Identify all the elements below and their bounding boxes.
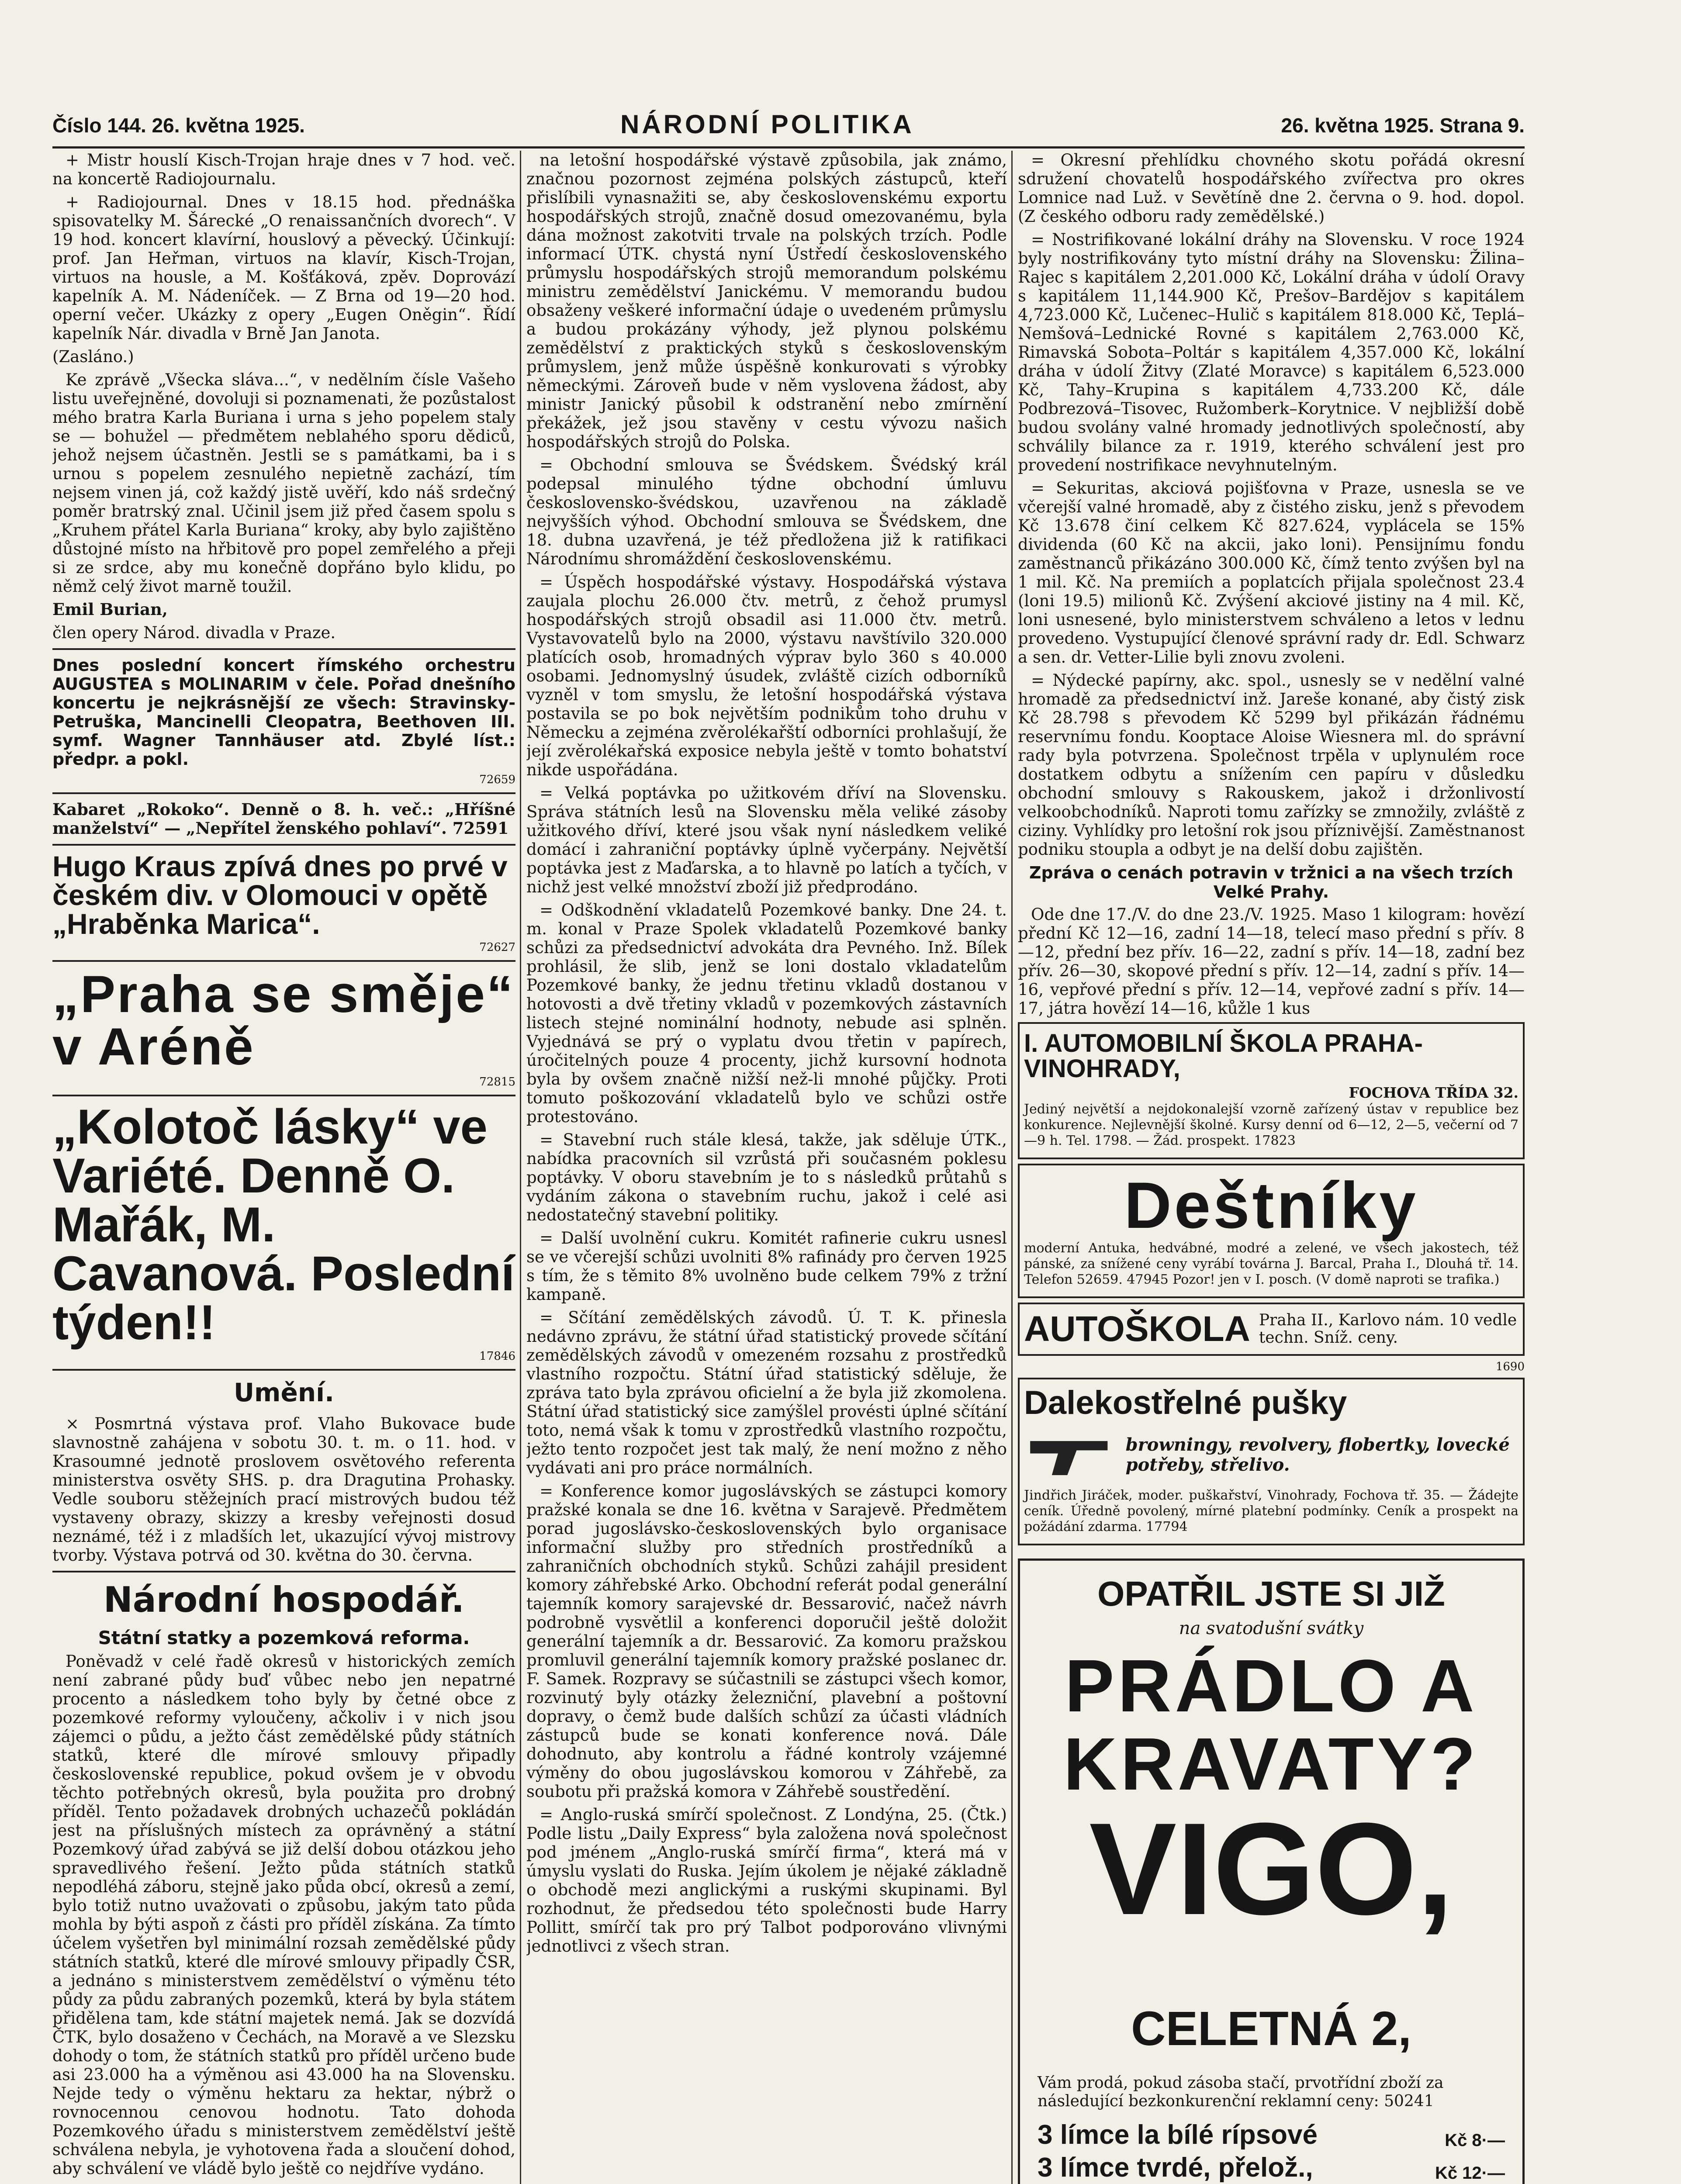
prices-text: Ode dne 17./V. do dne 23./V. 1925. Maso 1 kilogram: hovězí přední Kč 12—16, zadní 14—18, telecí maso přední s přív. 8—12, přední bez přív. 16—22, zadní s přív. 14—18, zadní bez přív. 26—30, skopové přední s přív. 12—14, zadní s přív. 14—16, vepřové přední s přív. 12—14, vepřové zadní s přív. 14—17, játra hovězí 14—16, kůžle 1 kus [1018, 905, 1525, 1018]
vigo-ad [1018, 1559, 1525, 2184]
vigo-item [1038, 2152, 1505, 2183]
section-heading-hospodar: Národní hospodář. [103, 1579, 465, 1620]
vigo-item-price: Kč 12·— [1435, 2163, 1505, 2183]
news-item: na letošní hospodářské výstavě způsobila, jak známo, značnou pozornost zejména polských zástupců, kteří přislíbili vynasnažiti se, aby československému exportu hospodářských strojů, značně dosud omezovanému, byla dána možnost zakotviti trvale na polských trzích. Podle informací ÚTK. chystá nyní Ústředí československého průmyslu hospodářských strojů memorandum polskému ministru zemědělství Janickému. V memorandu budou obsaženy veškeré informační údaje o uvedeném průmyslu a budou prokázány výhody, jež plynou polskému zemědělství z praktických styků s československým průmyslem, jenž může úspěšně konkurovati s výrobky německými. Zároveň bude v něm vyslovena žádost, aby ministr Janický působil k odstranění nebo zmírnění překážek, jež jsou stavěny v cestu vývozu našich hospodářských strojů do Polska. [526, 151, 1007, 451]
article-headline: Státní statky a pozemková reforma. [98, 1627, 470, 1648]
autoskola-address: FOCHOVA TŘÍDA 32. [1349, 1084, 1518, 1101]
autoskola2-title: AUTOŠKOLA [1024, 1309, 1250, 1349]
ad-number: 72659 [479, 773, 515, 786]
news-item: = Další uvolnění cukru. Komitét rafinerie cukru usnesl se ve včerejší schůzi uvolniti 8% rafinády pro červen 1925 s tím, že s těmito 8% uvolněno bude celkem 79% z tržní kampaně. [526, 1229, 1007, 1304]
vigo-item [1038, 2119, 1505, 2150]
news-item: = Obchodní smlouva se Švédskem. Švédský král podepsal minulého týdne obchodní úmluvu československo-švédskou, uzavřenou na základě nejvyšších výhod. Obchodní smlouva se Švédskem, dne 18. dubna uzavřená, je též předložena již k ratifikaci Národnímu shromáždění československému. [526, 456, 1007, 568]
destniky-text: moderní Antuka, hedvábné, modré a zelené, ve všech jakostech, též pánské, za snížené ceny vyrábí továrna J. Barcal, Praha I., Dlouhá tř. 14. Telefon 52659. 47945 Pozor! jen v I. posch. (V domě naproti se trafika.) [1024, 1241, 1518, 1287]
destniky-title: Deštníky [1124, 1168, 1418, 1242]
pusky-list: browningy, revolvery, flobertky, lovecké potřeby, střelivo. [1125, 1434, 1510, 1475]
divider [52, 844, 515, 846]
column-divider [1011, 151, 1013, 2184]
praha-se-smeje-ad: „Praha se směje“ v Aréně [52, 965, 515, 1076]
news-item: + Mistr houslí Kisch-Trojan hraje dnes v 7 hod. več. na koncertě Radiojournalu. [52, 151, 515, 188]
news-item: = Okresní přehlídku chovného skotu pořádá okresní sdružení chovatelů hospodářského zvířectva pro okres Lomnice nad Luž. v Sevětíně dne 2. června o 9. hod. dopol. (Z českého odboru rady zemědělské.) [1018, 151, 1525, 226]
news-item: Poněvadž v celé řadě okresů v historických zemích není zabrané půdy buď vůbec nebo jen nepatrné procento a následkem toho byly by četné obce z pozemkové reformy vyloučeny, ačkoliv i v nich jsou zájemci o půdu, a ježto část zemědělské půdy státních statků, které dle mírové smlouvy připadly československé republice, pokud ovšem je v obvodu těchto potřebných okresů, byla použita pro drobný příděl. Tento požadavek drobných uchazečů pokládán jest na příslušných místech za oprávněný a státní Pozemkový úřad zabývá se již delší dobou otázkou jeho spravedlivého řešení. Ježto půda státních statků nepodléhá záboru, stejně jako půda obcí, okresů a zemí, bylo totiž nutno uvažovati o způsobu, jakým tato půda mohla by býti aspoň z části pro příděl získána. Za tímto účelem vyšetřen byl minimální rozsah zemědělské půdy státních statků, které dle mírové smlouvy připadly ČSR, a jednáno s ministerstvem zemědělství o výměnu této půdy za půdu zabraných pozemků, která by byla státem přidělena tam, kde státní majetek nemá. Jak se dozvídá ČTK, bylo dosaženo v Čechách, na Moravě a ve Slezsku dohody o tom, že státních statků pro příděl určeno bude asi 23.000 ha a výměnou asi 43.000 ha na Slovensku. Nejde tedy o výměnu hektaru za hektar, nýbrž o rovnocennou cenovou hodnotu. Tato dohoda Pozemkového úřadu s ministerstvem zemědělství ještě schválena nebyla, je vyhotovena řada a sloučení dohod, aby schválení ve vládě bylo ještě co nejdříve vydáno. [52, 1652, 515, 2178]
news-item: = Stavební ruch stále klesá, takže, jak sděluje ÚTK., nabídka pracovních sil vzrůstá při současném poklesu poptávky. V oboru stavebním je to s následků průtahů s vydáním zákona o stavebním ruchu, jakož i celé asi nedostatečný stavební politiky. [526, 1130, 1007, 1224]
vigo-items [1038, 2119, 1505, 2184]
vigo-item-price: Kč 8·— [1445, 2131, 1505, 2150]
divider [52, 1095, 515, 1096]
destniky-ad [1018, 1164, 1525, 1298]
vigo-intro: Vám prodá, pokud zásoba stačí, prvotřídní zboží za následující bezkonkurenční reklamní ceny: 50241 [1038, 2074, 1444, 2110]
autoskola-title: I. AUTOMOBILNÍ ŠKOLA PRAHA-VINOHRADY, [1024, 1029, 1423, 1083]
cabaret-ad: Kabaret „Rokoko“. Denně o 8. h. več.: „Hříšné manželství“ — „Nepřítel ženského pohlaví“. 72591 [52, 800, 515, 838]
ad-number: 17846 [479, 1350, 515, 1363]
vigo-kravaty: KRAVATY? [1063, 1722, 1479, 1806]
column-2 [526, 151, 1007, 2184]
autoskola-ad-2 [1018, 1303, 1525, 1356]
news-item: = Sekuritas, akciová pojišťovna v Praze, usnesla se ve včerejší valné hromadě, aby z čistého zisku, jenž s převodem Kč 13.678 činí celkem Kč 827.624, vyplácela se 15% dividenda (60 Kč na akcii, jako loni). Pensijnímu fondu zaměstnanců přikázáno 300.000 Kč, čímž tento zvýšen byl na 1 mil. Kč. Na premiích a poplatcích přijala společnost 23.4 (loni 19.5) milionů Kč. Zvýšení akciové jistiny na 4 mil. Kč, loni usnesené, bylo ministerstvem schváleno a letos v lednu provedeno. Vystupující členové správní rady dr. Edl. Schwarz a sen. dr. Vetter-Lilie byli znovu zvoleni. [1018, 479, 1525, 667]
signature-role: člen opery Národ. divadla v Praze. [52, 623, 336, 642]
page-header [52, 109, 1525, 144]
autoskola-text: Jediný největší a nejdokonalejší vzorně zařízený ústav v republice bez konkurence. Nejlevnější školné. Kursy denní od 6—12, 2—5, večerní od 7—9 h. Tel. 1798. — Žád. prospekt. 17823 [1024, 1102, 1518, 1148]
ad-number: 72815 [479, 1075, 515, 1089]
news-item: = Nostrifikované lokální dráhy na Slovensku. V roce 1924 byly nostrifikovány tyto místní dráhy na Slovensku: Žilina–Rajec s kapitálem 2,201.000 Kč, Lokální dráha v údolí Oravy s kapitálem 11,144.900 Kč, Prešov–Bardějov s kapitálem 4,723.000 Kč, Lučenec–Hulič s kapitálem 818.000 Kč, Teplá–Nemšová–Lednické Rovné s kapitálem 2,763.000 Kč, Rimavská Sobota–Poltár s kapitálem 4,357.000 Kč, lokální dráha v údolí Žitvy (Zlaté Moravce) s kapitálem 6,523.000 Kč, Tahy–Krupina s kapitálem 4,733.200 Kč, dále Podbrezová–Tisovec, Ružomberk–Korytnice. V nejbližší době budou svolány valné hromady jednotlivých společností, aby schválily bilance za r. 1919, kterého schválení jest pro provedení nostrifikace nevyhnutelným. [1018, 230, 1525, 474]
ad-number: 72627 [479, 941, 515, 954]
news-item: × Posmrtná výstava prof. Vlaho Bukovace bude slavnostně zahájena v sobotu 30. t. m. o 11. hod. v Krasoumné jednotě proslovem osvětového referenta ministerstva osvěty SHS. p. dra Dragutina Prohasky. Vedle souboru stěžejních prací mistrových budou též vystaveny obrazy, skizzy a kresby veřejnosti dosud neznámé, též i z mladších let, ukazující vývoj mistrovy tvorby. Výstava potrvá od 30. května do 30. června. [52, 1414, 515, 1565]
column-divider [520, 151, 521, 2184]
kraus-ad: Hugo Kraus zpívá dnes po prvé v českém div. v Olomouci v opětě „Hraběnka Marica“. [52, 850, 508, 940]
news-item: = Nýdecké papírny, akc. spol., usnesly se v nedělní valné hromadě za předsednictví inž. Jareše konané, aby čistý zisk Kč 28.798 s převodem Kč 5299 byl přikázán řádnému reservnímu fondu. Kooptace Aloise Wiesnera ml. do správní rady byla potvrzena. Společnost trpěla v uplynulém roce dostatkem odbytu a snížením cen papíru v důsledku obchodní smlouvy s Rakouskem, jakož i držonlivostí velkoobchodníků. Naproti tomu zařízky se zmnožily, zvláště z ciziny. Vyhlídky pro letošní rok jsou příznivější. Zaměstnanost podniku stoupla a odbyt je na delší dobu zajištěn. [1018, 671, 1525, 859]
divider [52, 1571, 515, 1572]
divider [52, 1369, 515, 1371]
signature-name: Emil Burian, [52, 600, 168, 619]
column-3 [1018, 151, 1525, 2184]
header-rule [52, 146, 1525, 149]
pusky-ad [1018, 1378, 1525, 1545]
prices-headline: Zpráva o cenách potravin v tržnici a na všech trzích Velké Prahy. [1029, 863, 1514, 902]
issue-number: Číslo 144. 26. května 1925. [52, 114, 305, 137]
vigo-headline: OPATŘIL JSTE SI JIŽ [1097, 1574, 1445, 1613]
news-item: = Velká poptávka po užitkovém dříví na Slovensku. Správa státních lesů na Slovensku měla veliké zásoby užitkového dříví, které jsou však nyní následkem veliké domácí i zahraniční poptávky úplně vyčerpány. Největší poptávka jest z Maďarska, a to hlavně po latích a tyčích, v nichž jest velké množství zboží již předprodáno. [526, 784, 1007, 896]
pusky-text: Jindřich Jiráček, moder. puškařství, Vinohrady, Fochova tř. 35. — Žádejte ceník. Úředně povolený, mírné platební podmínky. Ceník a prospekt na požádání zdarma. 17794 [1024, 1488, 1518, 1534]
newspaper-title: NÁRODNÍ POLITIKA [620, 110, 914, 139]
autoskola2-address: Praha II., Karlovo nám. 10 vedle techn. Sníž. ceny. [1259, 1311, 1517, 1347]
divider [52, 648, 515, 650]
section-label: (Zasláno.) [52, 347, 134, 366]
ad-number: 1690 [1495, 1360, 1525, 1373]
divider [52, 960, 515, 962]
autoskola-ad-1 [1018, 1022, 1525, 1159]
vigo-address: CELETNÁ 2, [1131, 2002, 1411, 2056]
vigo-item-name: 3 límce tvrdé, přelož., [1038, 2153, 1313, 2183]
divider [52, 792, 515, 794]
news-item: = Úspěch hospodářské výstavy. Hospodářská výstava zaujala plochu 26.000 čtv. metrů, z čehož prumysl hospodářských strojů obsadil asi 11.000 čtv. metrů. Vystavovatelů bylo na 2000, výstavu navštívilo 320.000 platících osob, hromadných výprav bylo 360 s 40.000 osobami. Jednomyslný úsudek, zvláště cizích odborníků vyzněl v tom smyslu, že letošní hospodářská výstava postavila se po bok největším podnikům toho druhu v Německu a zejména zvěrolékařští odborníci prohlašují, že její zvěrolékařská exposice nebyla ještě v tomto bohatství nikde uspořádána. [526, 573, 1007, 779]
page-number: 26. května 1925. Strana 9. [1281, 114, 1525, 137]
vigo-pradlo: PRÁDLO A [1065, 1645, 1478, 1728]
news-item: Ke zprávě „Všecka sláva...“, v nedělním čísle Vašeho listu uveřejněné, dovoluji si poznamenati, že pozůstalost mého bratra Karla Buriana i urna s jeho popelem staly se — bohužel — předmětem neblahého sporu dědiců, jehož nejsem účastněn. Jestli se s památkami, ba i s urnou s popelem zesnulého nepietně zachází, tím nejsem vinen já, což každý jistě uvěří, kdo náš srdečný poměr bratrský znal. Učinil jsem již před časem spolu s „Kruhem přátel Karla Buriana“ kroky, aby bylo zajištěno důstojné místo na hřbitově pro popel zemřelého a přeji si ze srdce, aby mu konečně dopřáno bylo klidu, po němž celý život marně toužil. [52, 370, 515, 596]
section-heading-umeni: Umění. [233, 1378, 335, 1407]
news-item: = Konference komor jugoslávských se zástupci komory pražské konala se dne 16. května v Sarajevě. Předmětem porad jugoslávsko-československých bylo organisace informační služby pro středních prostředníků a zahraničních obchodních styků. Schůzi zahájil president komory záhřebské Arko. Obchodní referát podal generální tajemník komory sarajevské dr. Bessarović, načež návrh podrobně vysvětlil a konferenci doporučil ještě doložit generální tajemník a dr. Bessarović. Za komoru pražskou promluvil generální tajemník komory pražské poslanec dr. F. Samek. Rozpravy se súčastnili se zástupci všech komor, rozvinutý byly otázky železniční, plavební a poštovní dopravy, o čemž bude dalších schůzí za účasti vládních zástupců bude se konati konference nová. Dále dohodnuto, aby kontrolu a řádné kontroly vzájemné výměny do obou jugoslávskou komorou v Záhřebě, za soubotu při pražská komora v Záhřebě soustředění. [526, 1482, 1007, 1801]
pusky-title: Dalekostřelné pušky [1024, 1384, 1347, 1421]
news-item: = Odškodnění vkladatelů Pozemkové banky. Dne 24. t. m. konal v Praze Spolek vkladatelů Pozemkové banky schůzi za předsednictví advokáta dra Pevného. Inž. Bílek prohlásil, že slib, jenž se loni dostalo vkladatelům Pozemkové banky, že jednu třetinu vkladů dostanou v hotovosti a dvě třetiny vkladů v pozemkových zástavních listech stejné nominální hodnoty, nebude asi splněn. Vyjednává se prý o vyplatu dvou třetin v papírech, úročitelných pouze 4 procenty, jichž kursovní hodnota byla by ovšem značně nižší než-li mnohé půjčky. Proti tomuto poškozování vkladatelů bylo ve schůzi ostře protestováno. [526, 901, 1007, 1126]
vigo-brand: VIGO, CELETNÁ 2, [1089, 1795, 1453, 2056]
vigo-item-name: 3 límce la bílé rípsové [1038, 2120, 1318, 2150]
vigo-subheadline: na svatodušní svátky [1179, 1618, 1364, 1638]
kolotoc-ad: „Kolotoč lásky“ ve Variété. Denně O. Mařák, M. Cavanová. Poslední týden!! [52, 1099, 515, 1350]
column-1 [52, 151, 515, 2184]
concert-ad: Dnes poslední koncert římského orchestru AUGUSTEA s MOLINARIM v čele. Pořad dnešního koncertu je nejkrásnější ze všech: Stravinsky-Petruška, Mancinelli Cleopatra, Beethoven III. symf. Wagner Tannhäuser atd. Zbylé líst.: předpr. a pokl. [52, 656, 515, 769]
news-item: = Anglo-ruská smírčí společnost. Z Londýna, 25. (Čtk.) Podle listu „Daily Express“ byla založena nová společnost pod jménem „Anglo-ruská smírčí firma“, která má v úmyslu vyslati do Ruska. Jejím úkolem je nějaké základně o obchodě mezi anglickými a ruskými skupinami. Byl rozhodnut, že předsedou této společnosti bude Harry Pollitt, smírčí tak pro prý Talbot podporováno vlivnými jednotlivci z všech stran. [526, 1805, 1007, 1956]
pistol-icon [1024, 1422, 1117, 1488]
news-item: = Sčítání zemědělských závodů. Ú. T. K. přinesla nedávno zprávu, že státní úřad statistický provede sčítání zemědělských závodů v omezeném rozsahu z prostředků vlastního rozpočtu. Státní úřad statistický sděluje, že zpráva tato byla zprávou oficielní a že byla již zkomolena. Státní úřad statistický sice zamýšlel provésti úplné sčítání toto, nemá však k tomu v zprostředků vlastního rozpočtu, ježto tento rozpočet jest tak malý, že není možno z něho vydávati ani pro práce normálních. [526, 1308, 1007, 1477]
news-item: + Radiojournal. Dnes v 18.15 hod. přednáška spisovatelky M. Šárecké „O renaissančních dvorech“. V 19 hod. koncert klavírní, houslový a pěvecký. Účinkují: prof. Jan Heřman, virtuos na klavír, Kisch-Trojan, virtuos na housle, a M. Košťáková, zpěv. Doprovází kapelník A. M. Nádeníček. — Z Brna od 19—20 hod. operní večer. Ukázky z opery „Eugen Oněgin“. Řídí kapelník Nár. divadla v Brně Jan Janota. [52, 193, 515, 343]
